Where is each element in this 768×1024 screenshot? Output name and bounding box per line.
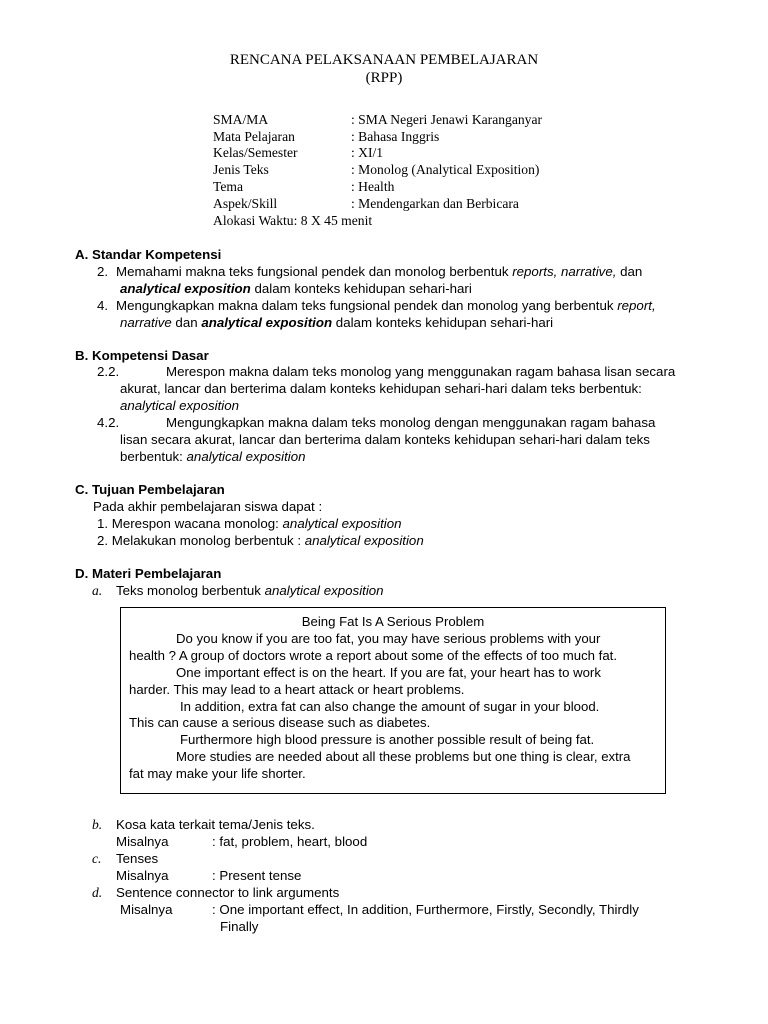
kd-number: 2.2. <box>97 364 120 379</box>
info-label: SMA/MA <box>213 112 269 127</box>
section-a-heading: A. Standar Kompetensi <box>75 247 222 262</box>
reading-line: Do you know if you are too fat, you may have serious problems with your <box>176 631 601 646</box>
reading-text-box <box>120 607 666 794</box>
tujuan-intro: Pada akhir pembelajaran siswa dapat : <box>93 499 323 514</box>
sk-item-4-line2: narrative dan analytical exposition dalam konteks kehidupan sehari-hari <box>120 315 554 330</box>
tujuan-item-2: 2. Melakukan monolog berbentuk : analytical exposition <box>97 533 424 548</box>
info-value: : XI/1 <box>351 145 384 160</box>
kd-number: 4.2. <box>97 415 120 430</box>
reading-line: In addition, extra fat can also change the amount of sugar in your blood. <box>180 699 600 714</box>
materi-c-label: c. <box>92 851 102 866</box>
materi-b-text: Kosa kata terkait tema/Jenis teks. <box>116 817 315 832</box>
section-d-heading: D. Materi Pembelajaran <box>75 566 222 581</box>
sk-item-2-line2: analytical exposition dalam konteks kehidupan sehari-hari <box>120 281 472 296</box>
reading-line: health ? A group of doctors wrote a report about some of the effects of too much fat. <box>129 648 617 663</box>
info-value: : Mendengarkan dan Berbicara <box>351 196 519 211</box>
example-value: : Present tense <box>212 868 302 883</box>
kd-2-line2: lisan secara akurat, lancar dan berterima dalam konteks kehidupan sehari-hari dalam teks <box>120 432 650 447</box>
reading-line: More studies are needed about all these problems but one thing is clear, extra <box>176 749 631 764</box>
kd-1-line3: analytical exposition <box>120 398 240 413</box>
example-label: Misalnya <box>120 902 173 917</box>
reading-line: One important effect is on the heart. If you are fat, your heart has to work <box>176 665 601 680</box>
materi-d-text: Sentence connector to link arguments <box>116 885 340 900</box>
sk-item-number: 4. <box>97 298 109 313</box>
reading-line: This can cause a serious disease such as diabetes. <box>129 715 431 730</box>
info-label: Kelas/Semester <box>213 145 298 160</box>
info-value: : Bahasa Inggris <box>351 129 440 144</box>
example-label: Misalnya <box>116 868 169 883</box>
materi-d-label: d. <box>92 885 103 900</box>
tujuan-item-1: 1. Merespon wacana monolog: analytical exposition <box>97 516 402 531</box>
materi-a-label: a. <box>92 583 103 598</box>
info-value: : SMA Negeri Jenawi Karanganyar <box>351 112 543 127</box>
kd-2-line3: berbentuk: analytical exposition <box>120 449 306 464</box>
example-value: Finally <box>220 919 259 934</box>
kd-1-line1: Merespon makna dalam teks monolog yang menggunakan ragam bahasa lisan secara <box>166 364 676 379</box>
reading-line: harder. This may lead to a heart attack or heart problems. <box>129 682 465 697</box>
section-c-heading: C. Tujuan Pembelajaran <box>75 482 225 497</box>
reading-line: fat may make your life shorter. <box>129 766 306 781</box>
allocation-time: Alokasi Waktu: 8 X 45 menit <box>213 213 373 228</box>
reading-line: Furthermore high blood pressure is another possible result of being fat. <box>180 732 595 747</box>
info-label: Aspek/Skill <box>213 196 278 211</box>
sk-item-4-line1: Mengungkapkan makna dalam teks fungsional pendek dan monolog yang berbentuk report, <box>116 298 656 313</box>
sk-item-number: 2. <box>97 264 109 279</box>
document-subtitle: (RPP) <box>365 70 403 86</box>
materi-a-text: Teks monolog berbentuk analytical exposition <box>116 583 384 598</box>
sk-item-2-line1: Memahami makna teks fungsional pendek dan monolog berbentuk reports, narrative, dan <box>116 264 643 279</box>
document-title: RENCANA PELAKSANAAN PEMBELAJARAN <box>229 52 539 68</box>
info-value: : Health <box>351 179 395 194</box>
example-label: Misalnya <box>116 834 169 849</box>
info-value: : Monolog (Analytical Exposition) <box>351 162 540 177</box>
kd-2-line1: Mengungkapkan makna dalam teks monolog dengan menggunakan ragam bahasa <box>166 415 656 430</box>
info-label: Jenis Teks <box>213 162 269 177</box>
section-b-heading: B. Kompetensi Dasar <box>75 348 209 363</box>
example-value: : One important effect, In addition, Furthermore, Firstly, Secondly, Thirdly <box>212 902 639 917</box>
info-label: Tema <box>213 179 243 194</box>
info-label: Mata Pelajaran <box>213 129 295 144</box>
kd-1-line2: akurat, lancar dan berterima dalam konteks kehidupan sehari-hari dalam teks berbentuk: <box>120 381 642 396</box>
reading-title: Being Fat Is A Serious Problem <box>301 614 485 629</box>
example-value: : fat, problem, heart, blood <box>212 834 368 849</box>
materi-c-text: Tenses <box>116 851 159 866</box>
materi-b-label: b. <box>92 817 103 832</box>
